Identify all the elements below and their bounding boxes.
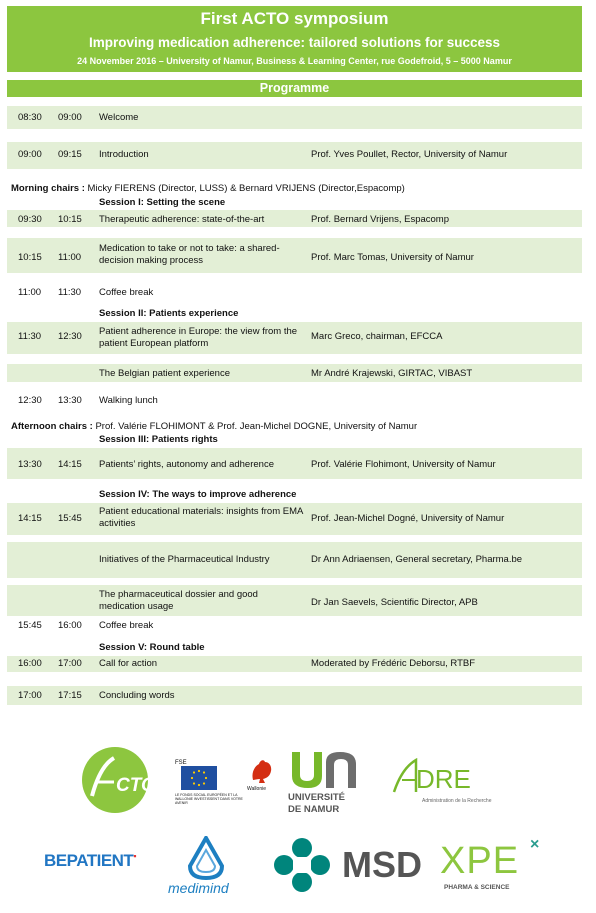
- row-speaker: Dr Ann Adriaensen, General secretary, Pharma.be: [311, 554, 523, 565]
- row-title: Patient adherence in Europe: the view from the patient European platform: [99, 326, 298, 349]
- row-speaker: Prof. Bernard Vrijens, Espacomp: [311, 214, 449, 225]
- bepatient-mark-icon: ▪: [133, 851, 137, 861]
- msd-text: MSD: [342, 844, 422, 885]
- afternoon-chairs-names: Prof. Valérie FLOHIMONT & Prof. Jean-Michel DOGNE, University of Namur: [92, 421, 418, 432]
- morning-chairs: [11, 183, 405, 195]
- eu-fse-caption: LE FONDS SOCIAL EUROPÉEN ET LA WALLONIE INVESTISSENT DANS VOTRE AVENIR: [175, 793, 243, 805]
- unamur-text-2: DE NAMUR: [288, 804, 340, 815]
- row-title: Walking lunch: [99, 395, 158, 406]
- xpe-logo: [440, 838, 552, 896]
- wallonie-logo: [243, 758, 279, 798]
- bepatient-text: BEPATIENT: [44, 851, 134, 870]
- msd-logo: [274, 838, 434, 894]
- medimind-drop-icon: [186, 836, 226, 880]
- row-start-time: 15:45: [18, 620, 42, 631]
- row-end-time: 16:00: [58, 620, 82, 631]
- xpe-text: XPE: [440, 840, 520, 882]
- row-speaker: Mr André Krajewski, GIRTAC, VIBAST: [311, 368, 473, 379]
- eu-fse-label: FSE: [175, 760, 187, 766]
- session-heading: Session IV: The ways to improve adherence: [99, 489, 297, 500]
- acto-logo: [70, 746, 160, 814]
- unamur-logo: [288, 748, 362, 818]
- row-stripe: [7, 656, 582, 672]
- row-title: Introduction: [99, 149, 149, 160]
- row-start-time: 14:15: [18, 513, 42, 524]
- symposium-subtitle: Improving medication adherence: tailored solutions for success: [88, 35, 501, 50]
- row-title: Medication to take or not to take: a shared-decision making process: [99, 243, 280, 266]
- eu-flag-icon: [181, 766, 217, 790]
- session-heading: Session I: Setting the scene: [99, 197, 226, 208]
- row-start-time: 13:30: [18, 459, 42, 470]
- row-speaker: Prof. Yves Poullet, Rector, University of Namur: [311, 149, 508, 160]
- row-title: Coffee break: [99, 287, 154, 298]
- row-speaker: Prof. Marc Tomas, University of Namur: [311, 252, 474, 263]
- row-start-time: 17:00: [18, 690, 42, 701]
- session-heading: Session V: Round table: [99, 642, 205, 653]
- eu-fse-logo: [175, 760, 243, 805]
- medimind-logo: [160, 836, 260, 896]
- row-title: Therapeutic adherence: state-of-the-art: [99, 214, 265, 225]
- wallonie-label: Wallonie: [247, 786, 266, 792]
- row-end-time: 09:00: [58, 112, 82, 123]
- row-speaker: Prof. Valérie Flohimont, University of Namur: [311, 459, 496, 470]
- morning-chairs-label: Morning chairs :: [11, 183, 85, 194]
- row-title: Welcome: [99, 112, 139, 123]
- xpe-caption: PHARMA & SCIENCE: [444, 884, 510, 891]
- row-start-time: 11:30: [18, 331, 42, 342]
- row-stripe: [7, 364, 582, 382]
- row-speaker: Prof. Jean-Michel Dogné, University of Namur: [311, 513, 505, 524]
- adre-logo: [392, 758, 502, 808]
- msd-emblem-icon: [274, 838, 330, 892]
- row-stripe: [7, 686, 582, 705]
- unamur-emblem-icon: [288, 748, 360, 790]
- wallonie-rooster-icon: [249, 758, 275, 784]
- row-start-time: 10:15: [18, 252, 42, 263]
- row-end-time: 13:30: [58, 395, 82, 406]
- row-title: The pharmaceutical dossier and good medication usage: [99, 589, 258, 612]
- row-start-time: 12:30: [18, 395, 42, 406]
- row-end-time: 17:00: [58, 658, 82, 669]
- acto-logo-text: CTO: [116, 775, 156, 796]
- row-speaker: Moderated by Frédéric Deborsu, RTBF: [311, 658, 476, 669]
- row-speaker: Dr Jan Saevels, Scientific Director, APB: [311, 597, 478, 608]
- bepatient-logo: [44, 851, 136, 871]
- row-end-time: 11:30: [58, 287, 82, 298]
- afternoon-chairs-label: Afternoon chairs :: [11, 421, 93, 432]
- row-start-time: 08:30: [18, 112, 42, 123]
- medimind-text: medimind: [168, 880, 229, 896]
- afternoon-chairs: [11, 421, 417, 433]
- adre-text: DRE: [416, 764, 471, 794]
- header-banner: [7, 6, 582, 72]
- row-title: Coffee break: [99, 620, 154, 631]
- row-stripe: [7, 210, 582, 227]
- row-stripe: [7, 448, 582, 479]
- row-title: Patients’ rights, autonomy and adherence: [99, 459, 274, 470]
- row-start-time: 09:30: [18, 214, 42, 225]
- symposium-date-location: 24 November 2016 – University of Namur, Business & Learning Center, rue Godefroid, 5 – 5000 Namur: [77, 56, 512, 66]
- row-title: Call for action: [99, 658, 158, 669]
- row-title: Initiatives of the Pharmaceutical Industry: [99, 554, 270, 565]
- row-end-time: 12:30: [58, 331, 82, 342]
- row-title: Concluding words: [99, 690, 175, 701]
- row-end-time: 14:15: [58, 459, 82, 470]
- adre-caption: Administration de la Recherche: [422, 798, 492, 804]
- row-start-time: 09:00: [18, 149, 42, 160]
- row-start-time: 11:00: [18, 287, 42, 298]
- row-start-time: 16:00: [18, 658, 42, 669]
- row-end-time: 17:15: [58, 690, 82, 701]
- row-speaker: Marc Greco, chairman, EFCCA: [311, 331, 443, 342]
- unamur-text-1: UNIVERSITÉ: [288, 792, 346, 803]
- morning-chairs-names: Micky FIERENS (Director, LUSS) & Bernard VRIJENS (Director,Espacomp): [84, 183, 405, 194]
- symposium-title: First ACTO symposium: [200, 9, 389, 28]
- session-heading: Session III: Patients rights: [99, 434, 218, 445]
- programme-heading: Programme: [7, 80, 582, 97]
- row-end-time: 15:45: [58, 513, 82, 524]
- row-end-time: 10:15: [58, 214, 82, 225]
- row-title: The Belgian patient experience: [99, 368, 230, 379]
- row-end-time: 11:00: [58, 252, 82, 263]
- session-heading: Session II: Patients experience: [99, 308, 239, 319]
- row-title: Patient educational materials: insights from EMA activities: [99, 506, 303, 529]
- row-end-time: 09:15: [58, 149, 82, 160]
- row-stripe: [7, 106, 582, 129]
- xpe-x-mark-icon: ×: [530, 836, 540, 853]
